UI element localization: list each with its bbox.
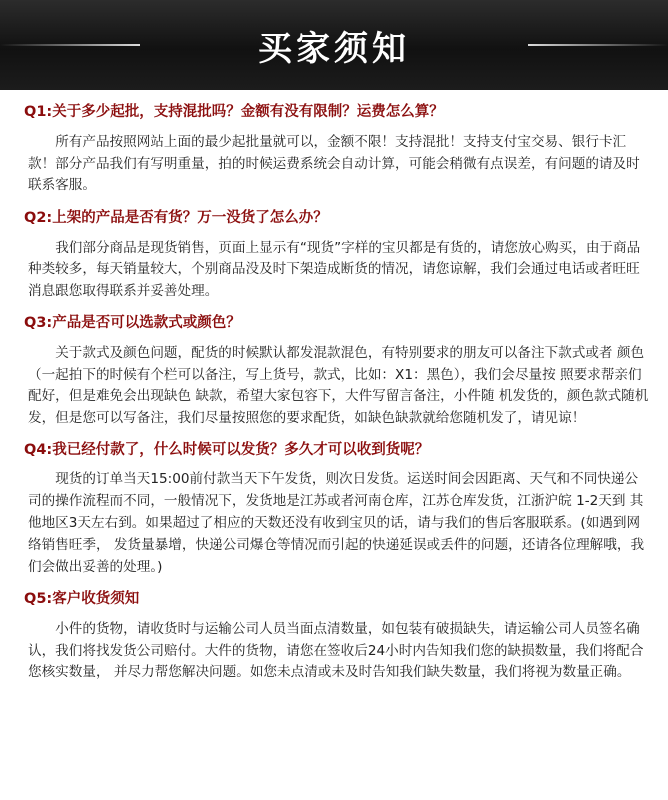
faq-question: Q1:关于多少起批，支持混批吗？金额有没有限制？运费怎么算？	[24, 104, 444, 120]
faq-answer: 现货的订单当天15:00前付款当天下午发货，则次日发货。运送时间会因距离、天气和不同快递公司的操作流程而不同，一般情况下，发货地是江苏或者河南仓库，江苏仓库发货，江浙沪皖 1-2天到 其他地区3天左右到。如果超过了相应的天数还没有收到宝贝的话，请与我们的售后客服联系。(如遇到网络销售旺季， 发货量暴增，快递公司爆仓等情况而引起的快递延误或丢件的问题，还请各位理解哦，我们会做出妥善的处理。)	[28, 471, 645, 575]
header-divider-left	[0, 44, 140, 46]
faq-item-q5	[0, 585, 668, 690]
faq-item-q2	[0, 204, 668, 309]
faq-question: Q5:客户收货须知	[24, 591, 140, 607]
faq-item-q1	[0, 98, 668, 203]
page-header	[0, 0, 668, 90]
page-title: 买家须知	[258, 28, 410, 69]
faq-answer: 关于款式及颜色问题，配货的时候默认都发混款混色，有特别要求的朋友可以备注下款式或者 颜色（一起拍下的时候有个栏可以备注，写上货号，款式，比如：X1：黑色），我们会尽量按 照要求帮亲们配好，但是难免会出现缺色 缺款，希望大家包容下，大件写留言备注，小件随 机发货的，颜色款式随机发，但是您可以写备注，我们尽量按照您的要求配货，如缺色缺款就给您随机发了，请见谅！	[28, 345, 649, 426]
faq-question: Q4:我已经付款了，什么时候可以发货？多久才可以收到货呢？	[24, 442, 430, 458]
faq-answer: 所有产品按照网站上面的最少起批量就可以，金额不限！支持混批！支持支付宝交易、银行卡汇款！部分产品我们有写明重量，拍的时候运费系统会自动计算，可能会稍微有点误差，有问题的请及时联系客服。	[28, 134, 640, 193]
faq-answer: 小件的货物，请收货时与运输公司人员当面点清数量，如包装有破损缺失，请运输公司人员签名确认，我们将找发货公司赔付。大件的货物，请您在签收后24小时内告知我们您的缺损数量，我们将配合您核实数量， 并尽力帮您解决问题。如您未点清或未及时告知我们缺失数量，我们将视为数量正确。	[28, 621, 644, 680]
faq-list	[0, 90, 668, 690]
header-divider-right	[528, 44, 668, 46]
faq-question: Q2:上架的产品是否有货？万一没货了怎么办？	[24, 209, 328, 226]
faq-question: Q3:产品是否可以选款式或颜色？	[24, 315, 241, 331]
faq-item-q3	[0, 309, 668, 435]
faq-answer: 我们部分商品是现货销售，页面上显示有“现货”字样的宝贝都是有货的，请您放心购买，由于商品种类较多，每天销量较大，个别商品没及时下架造成断货的情况，请您谅解，我们会通过电话或者旺旺消息跟您取得联系并妥善处理。	[28, 239, 641, 299]
faq-item-q4	[0, 436, 668, 584]
